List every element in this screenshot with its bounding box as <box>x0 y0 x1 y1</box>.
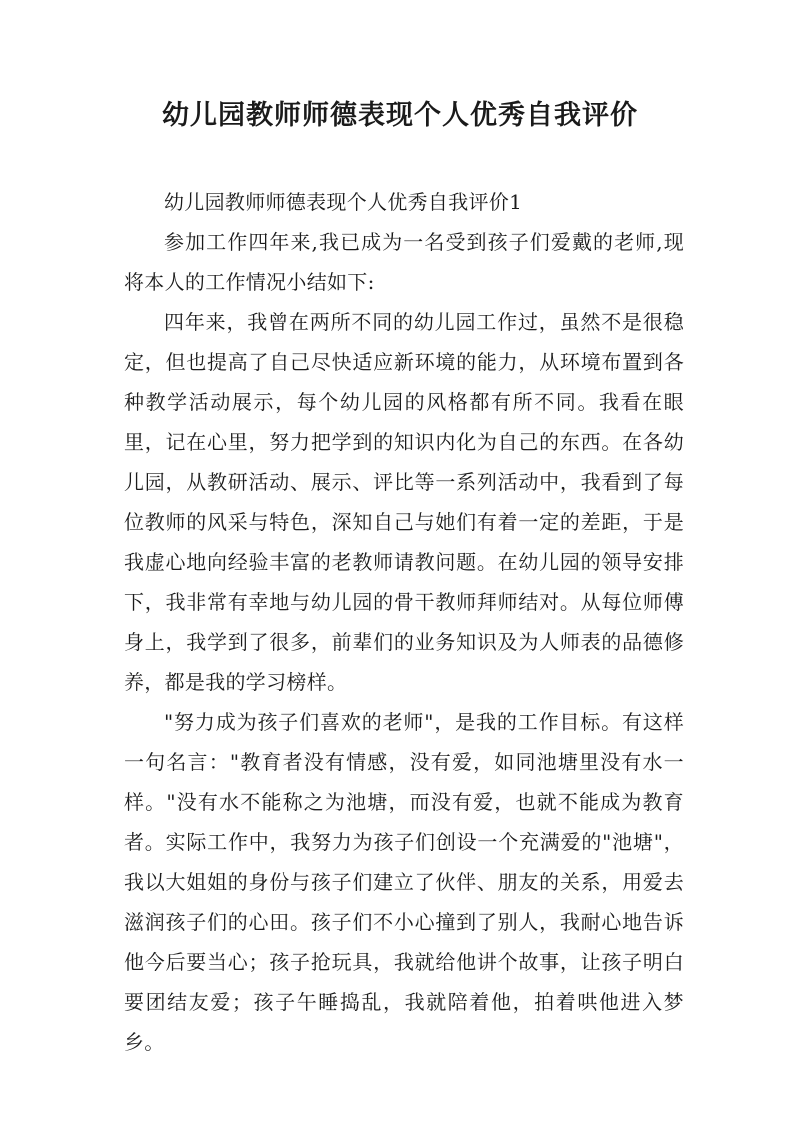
paragraph-experience: 四年来，我曾在两所不同的幼儿园工作过，虽然不是很稳定，但也提高了自己尽快适应新环境的能力，从环境布置到各种教学活动展示，每个幼儿园的风格都有所不同。我看在眼里，记在心里，努力把学到的知识内化为自己的东西。在各幼儿园，从教研活动、展示、评比等一系列活动中，我看到了每位教师的风采与特色，深知自己与她们有着一定的差距，于是我虚心地向经验丰富的老教师请教问题。在幼儿园的领导安排下，我非常有幸地与幼儿园的骨干教师拜师结对。从每位师傅身上，我学到了很多，前辈们的业务知识及为人师表的品德修养，都是我的学习榜样。 <box>124 310 684 694</box>
paragraph-goal: "努力成为孩子们喜欢的老师"，是我的工作目标。有这样一句名言："教育者没有情感，没有爱，如同池塘里没有水一样。"没有水不能称之为池塘，而没有爱，也就不能成为教育者。实际工作中，我努力为孩子们创设一个充满爱的"池塘"，我以大姐姐的身份与孩子们建立了伙伴、朋友的关系，用爱去滋润孩子们的心田。孩子们不小心撞到了别人，我耐心地告诉他今后要当心；孩子抢玩具，我就给他讲个故事，让孩子明白要团结友爱；孩子午睡捣乱，我就陪着他，拍着哄他进入梦乡。 <box>124 710 684 1054</box>
document-subtitle: 幼儿园教师师德表现个人优秀自我评价1 <box>164 190 523 214</box>
document-title: 幼儿园教师师德表现个人优秀自我评价 <box>162 100 638 131</box>
document-body <box>124 182 684 1062</box>
paragraph-intro: 参加工作四年来,我已成为一名受到孩子们爱戴的老师,现将本人的工作情况小结如下: <box>124 230 684 294</box>
